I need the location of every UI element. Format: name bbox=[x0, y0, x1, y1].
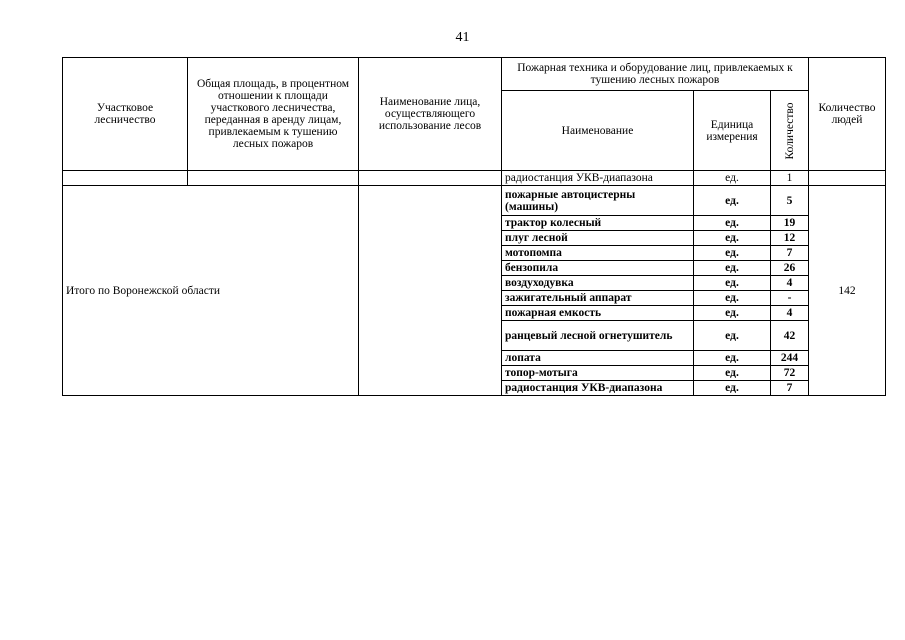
row-qty: 19 bbox=[771, 216, 809, 231]
total-people: 142 bbox=[809, 186, 886, 396]
row-name: бензопила bbox=[502, 261, 694, 276]
row-qty: 244 bbox=[771, 351, 809, 366]
header-name: Наименование bbox=[502, 91, 694, 171]
row-qty: 72 bbox=[771, 366, 809, 381]
row-qty: - bbox=[771, 291, 809, 306]
row-name: пожарная емкость bbox=[502, 306, 694, 321]
cont-empty-1 bbox=[63, 171, 188, 186]
cont-unit: ед. bbox=[694, 171, 771, 186]
row-name: воздуходувка bbox=[502, 276, 694, 291]
cont-empty-2 bbox=[188, 171, 359, 186]
row-name: лопата bbox=[502, 351, 694, 366]
row-name: пожарные автоцистерны (машины) bbox=[502, 186, 694, 216]
header-area: Общая площадь, в процентном отношении к площади участкового лесничества, переданная в аренду лицам, привлекаемым к тушению лесных пожаров bbox=[188, 58, 359, 171]
row-unit: ед. bbox=[694, 321, 771, 351]
row-name: ранцевый лесной огнетушитель bbox=[502, 321, 694, 351]
row-unit: ед. bbox=[694, 186, 771, 216]
row-qty: 7 bbox=[771, 381, 809, 396]
cont-empty-4 bbox=[809, 171, 886, 186]
row-qty: 5 bbox=[771, 186, 809, 216]
row-qty: 12 bbox=[771, 231, 809, 246]
row-name: мотопомпа bbox=[502, 246, 694, 261]
header-forestry: Участковое лесничество bbox=[63, 58, 188, 171]
row-unit: ед. bbox=[694, 261, 771, 276]
cont-qty: 1 bbox=[771, 171, 809, 186]
table-row bbox=[63, 186, 886, 216]
row-unit: ед. bbox=[694, 366, 771, 381]
row-unit: ед. bbox=[694, 351, 771, 366]
total-person-empty bbox=[359, 186, 502, 396]
cont-name: радиостанция УКВ-диапазона bbox=[502, 171, 694, 186]
row-qty: 4 bbox=[771, 276, 809, 291]
row-qty: 26 bbox=[771, 261, 809, 276]
cont-empty-3 bbox=[359, 171, 502, 186]
row-name: топор-мотыга bbox=[502, 366, 694, 381]
header-qty bbox=[771, 91, 809, 171]
continuation-row bbox=[63, 171, 886, 186]
row-unit: ед. bbox=[694, 291, 771, 306]
row-unit: ед. bbox=[694, 306, 771, 321]
header-qty-label: Количество bbox=[783, 102, 796, 159]
total-label: Итого по Воронежской области bbox=[63, 186, 359, 396]
row-name: трактор колесный bbox=[502, 216, 694, 231]
row-name: плуг лесной bbox=[502, 231, 694, 246]
row-name: радиостанция УКВ-диапазона bbox=[502, 381, 694, 396]
row-unit: ед. bbox=[694, 246, 771, 261]
page-number: 41 bbox=[455, 30, 470, 45]
row-qty: 7 bbox=[771, 246, 809, 261]
row-unit: ед. bbox=[694, 216, 771, 231]
row-unit: ед. bbox=[694, 381, 771, 396]
row-unit: ед. bbox=[694, 231, 771, 246]
header-equipment-group: Пожарная техника и оборудование лиц, привлекаемых к тушению лесных пожаров bbox=[502, 58, 809, 91]
row-unit: ед. bbox=[694, 276, 771, 291]
row-qty: 4 bbox=[771, 306, 809, 321]
fire-equipment-table bbox=[62, 57, 886, 396]
header-unit: Единица измерения bbox=[694, 91, 771, 171]
header-person: Наименование лица, осуществляющего использование лесов bbox=[359, 58, 502, 171]
row-qty: 42 bbox=[771, 321, 809, 351]
header-people: Количество людей bbox=[809, 58, 886, 171]
row-name: зажигательный аппарат bbox=[502, 291, 694, 306]
